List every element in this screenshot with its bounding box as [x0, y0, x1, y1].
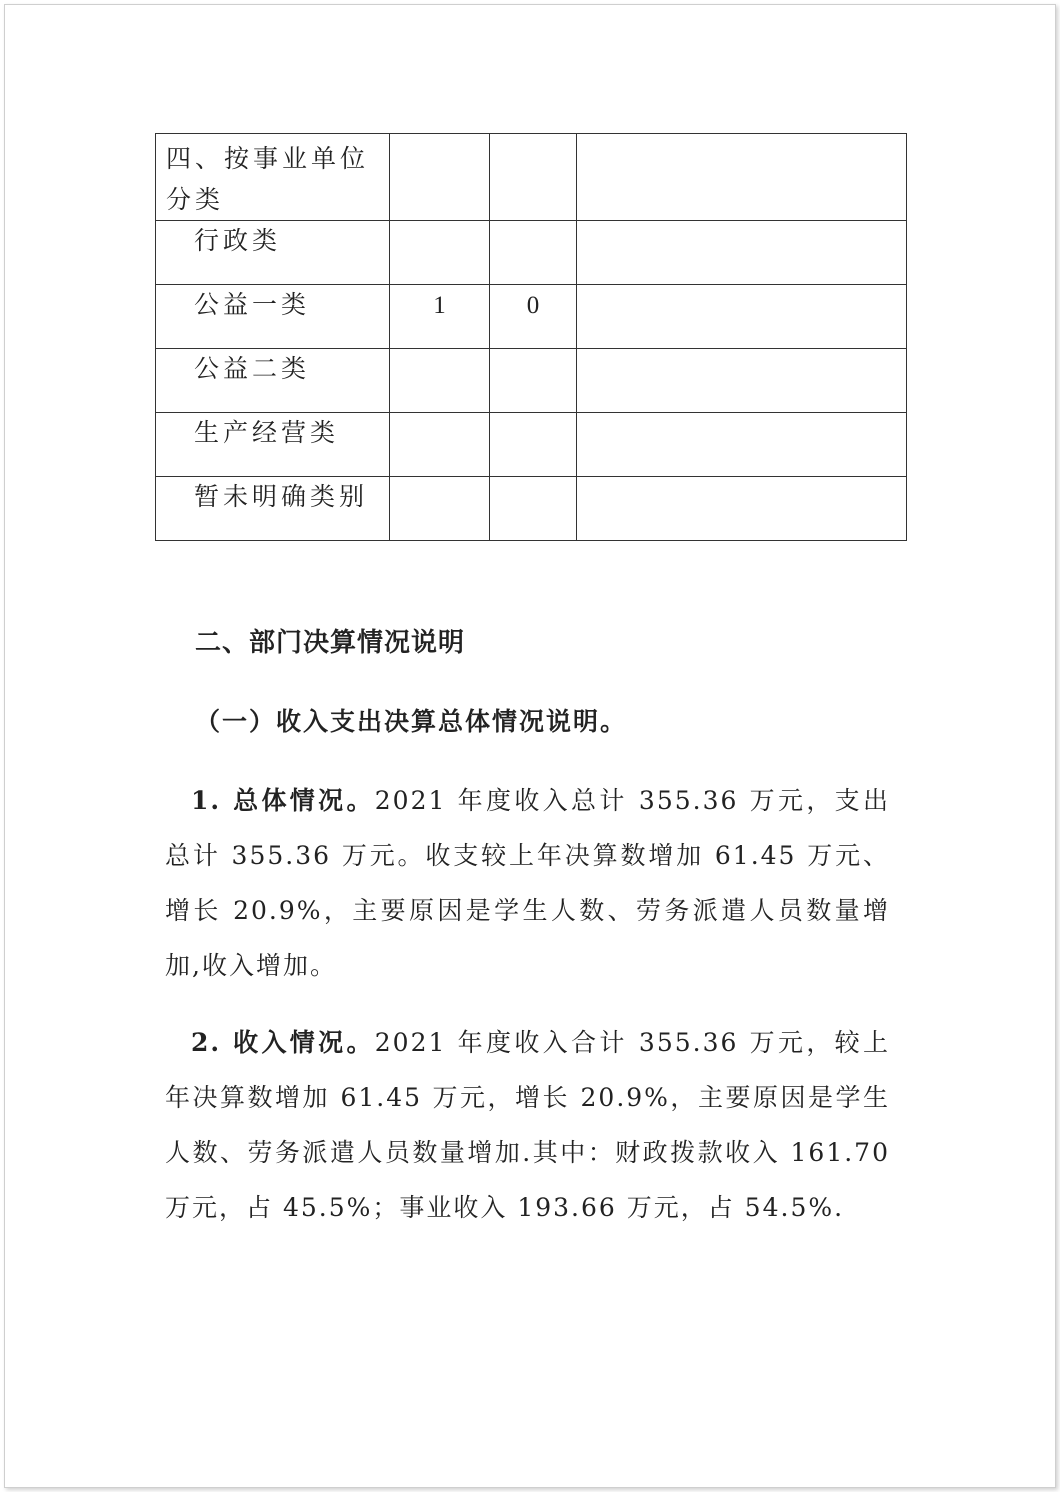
table-row: [156, 413, 907, 477]
row-label: 公益二类: [156, 349, 390, 413]
paragraph-body: 2021 年度收入总计 355.36 万元，支出总计 355.36 万元。收支较上年决算数增加 61.45 万元、增长 20.9%，主要原因是学生人数、劳务派遣人员数量增加,收入增加。: [165, 786, 890, 980]
note-cell: [577, 413, 907, 477]
row-label: 公益一类: [156, 285, 390, 349]
table-row: [156, 349, 907, 413]
section-heading: 二、部门决算情况说明: [195, 628, 466, 658]
paragraph-lead: 2. 收入情况。: [191, 1028, 375, 1057]
count-cell: [390, 349, 490, 413]
count-cell: [390, 134, 490, 221]
change-cell: [490, 134, 577, 221]
table-row: [156, 285, 907, 349]
change-cell: 0: [490, 285, 577, 349]
row-label: 行政类: [156, 221, 390, 285]
table-row: [156, 477, 907, 541]
count-cell: [390, 477, 490, 541]
subsection-heading: （一）收入支出决算总体情况说明。: [195, 707, 628, 736]
note-cell: [577, 134, 907, 221]
note-cell: [577, 285, 907, 349]
table-row: [156, 221, 907, 285]
row-label: 四、按事业单位分类: [156, 134, 390, 221]
row-label: 暂未明确类别: [156, 477, 390, 541]
unit-category-table: [155, 133, 907, 541]
change-cell: [490, 349, 577, 413]
table-row: [156, 134, 907, 221]
change-cell: [490, 477, 577, 541]
change-cell: [490, 413, 577, 477]
paragraph-income: [165, 1015, 890, 1235]
count-cell: [390, 413, 490, 477]
note-cell: [577, 349, 907, 413]
paragraph-body: 2021 年度收入合计 355.36 万元，较上年决算数增加 61.45 万元，增长 20.9%，主要原因是学生人数、劳务派遣人员数量增加.其中：财政拨款收入 161.70 万元，占 45.5%；事业收入 193.66 万元，占 54.5%.: [165, 1028, 890, 1222]
note-cell: [577, 221, 907, 285]
count-cell: [390, 221, 490, 285]
paragraph-overall: [165, 773, 890, 993]
paragraph-lead: 1. 总体情况。: [191, 786, 375, 815]
note-cell: [577, 477, 907, 541]
change-cell: [490, 221, 577, 285]
count-cell: 1: [390, 285, 490, 349]
row-label: 生产经营类: [156, 413, 390, 477]
